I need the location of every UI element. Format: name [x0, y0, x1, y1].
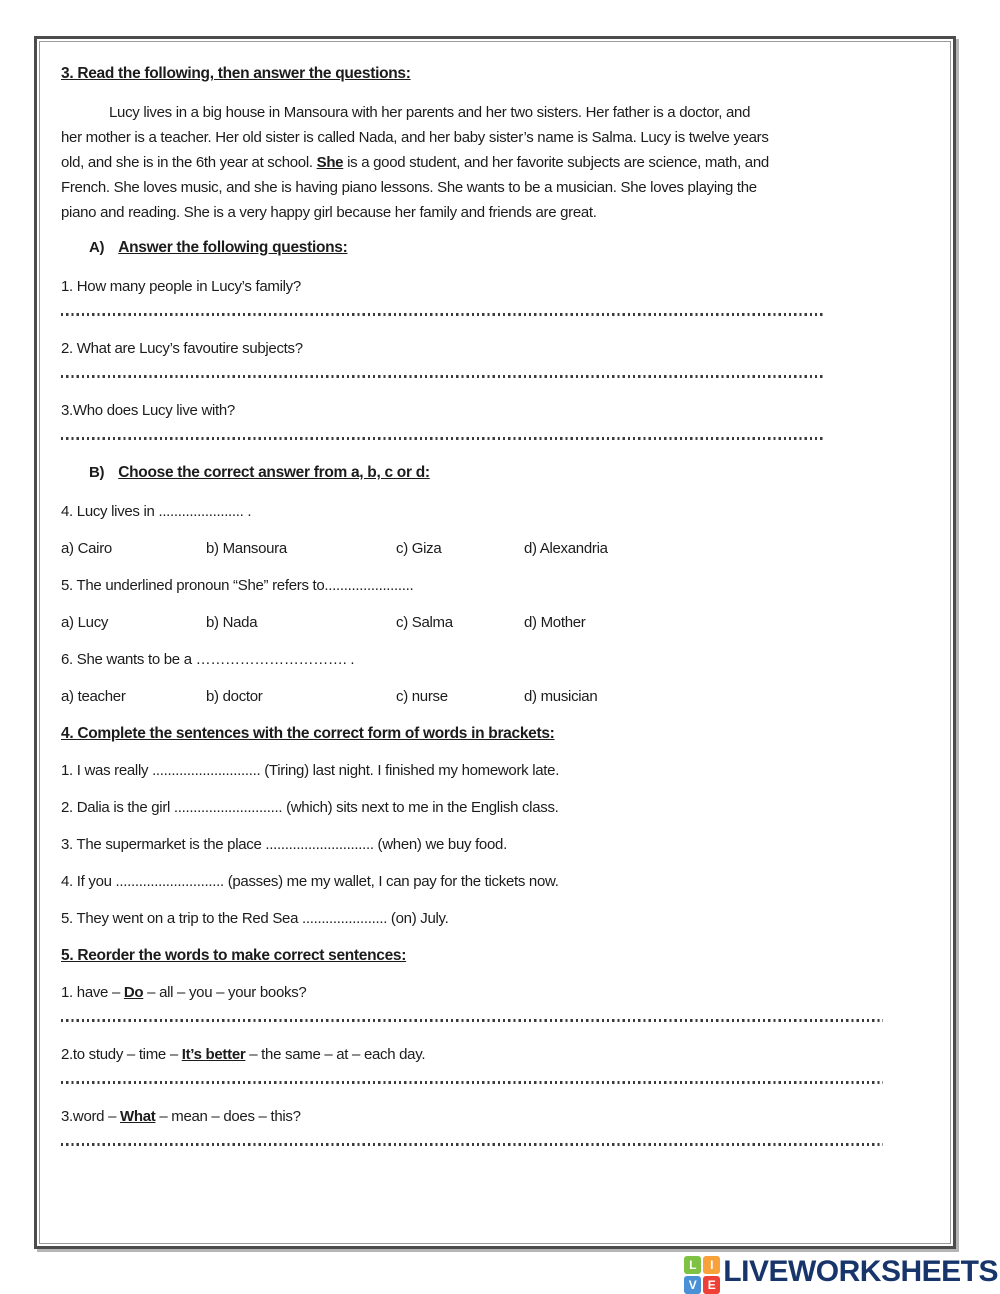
complete-item-2: 2. Dalia is the girl ............................ (which) sits next to me in the English class. — [61, 799, 559, 816]
reorder-text: – all – you – your books? — [143, 984, 307, 1001]
reorder-text: 1. have – — [61, 984, 124, 1001]
passage-line: Lucy lives in a big house in Mansoura with her parents and her two sisters. Her father is a doctor, and — [109, 104, 751, 121]
question-3: 3.Who does Lucy live with? — [61, 402, 235, 419]
passage-text: old, and she is in the 6th year at school. — [61, 154, 317, 171]
passage-text: is a good student, and her favorite subjects are science, math, and — [343, 154, 769, 171]
mcq-options-6 — [61, 686, 935, 707]
mcq-options-4 — [61, 538, 935, 559]
option-b[interactable]: b) Nada — [206, 614, 258, 631]
passage-line — [61, 150, 935, 175]
option-c[interactable]: c) Giza — [396, 540, 442, 557]
question-1: 1. How many people in Lucy’s family? — [61, 278, 301, 295]
part-b-heading — [61, 462, 935, 483]
logo-tile-v: V — [684, 1276, 701, 1294]
mcq-options-5 — [61, 612, 935, 633]
reorder-text: – mean – does – this? — [155, 1108, 301, 1125]
worksheet-content — [37, 39, 953, 1246]
option-b[interactable]: b) doctor — [206, 688, 263, 705]
complete-item-5: 5. They went on a trip to the Red Sea ...................... (on) July. — [61, 910, 449, 927]
complete-item-1: 1. I was really ............................ (Tiring) last night. I finished my homework late. — [61, 762, 560, 779]
mcq-question-4: 4. Lucy lives in ...................... . — [61, 503, 252, 520]
part-b-title: Choose the correct answer from a, b, c or d: — [118, 464, 430, 481]
option-c[interactable]: c) Salma — [396, 614, 453, 631]
option-b[interactable]: b) Mansoura — [206, 540, 287, 557]
reading-section-heading: 3. Read the following, then answer the questions: — [61, 65, 411, 82]
logo-tile-e: E — [703, 1276, 720, 1294]
reorder-item-3 — [61, 1106, 935, 1127]
option-a[interactable]: a) Cairo — [61, 540, 112, 557]
part-b-label: B) — [89, 464, 105, 481]
liveworksheets-logo[interactable] — [684, 1252, 998, 1294]
complete-item-3: 3. The supermarket is the place ............................ (when) we buy food. — [61, 836, 507, 853]
reorder-item-1 — [61, 982, 935, 1003]
answer-line[interactable] — [61, 1019, 883, 1022]
reorder-keyword: It’s better — [181, 1046, 246, 1063]
mcq-question-6: 6. She wants to be a …………………………. . — [61, 651, 355, 668]
answer-line[interactable] — [61, 1143, 883, 1146]
part-a-title: Answer the following questions: — [118, 239, 348, 256]
reorder-text: 3.word – — [61, 1108, 120, 1125]
question-2: 2. What are Lucy’s favoutire subjects? — [61, 340, 303, 357]
passage-line: her mother is a teacher. Her old sister is called Nada, and her baby sister’s name is Salma. Lucy is twelve years — [61, 129, 769, 146]
reorder-keyword: What — [120, 1108, 156, 1125]
part-a-heading — [61, 237, 935, 258]
option-a[interactable]: a) Lucy — [61, 614, 109, 631]
underlined-pronoun: She — [316, 154, 344, 171]
answer-line[interactable] — [61, 1081, 883, 1084]
reorder-text: – the same – at – each day. — [245, 1046, 426, 1063]
reading-passage — [61, 100, 935, 225]
reorder-item-2 — [61, 1044, 935, 1065]
complete-section-heading: 4. Complete the sentences with the correct form of words in brackets: — [61, 725, 555, 742]
reorder-text: 2.to study – time – — [61, 1046, 182, 1063]
answer-line[interactable] — [61, 437, 825, 440]
reorder-section-heading: 5. Reorder the words to make correct sentences: — [61, 947, 407, 964]
answer-line[interactable] — [61, 313, 825, 316]
passage-line: French. She loves music, and she is having piano lessons. She wants to be a musician. She loves playing the — [61, 179, 757, 196]
logo-tile-l: L — [684, 1256, 701, 1274]
option-d[interactable]: d) Mother — [524, 614, 586, 631]
liveworksheets-icon — [684, 1256, 720, 1294]
liveworksheets-wordmark: LIVEWORKSHEETS — [723, 1255, 998, 1288]
option-d[interactable]: d) musician — [524, 688, 598, 705]
mcq-question-5: 5. The underlined pronoun “She” refers to....................... — [61, 577, 414, 594]
reorder-keyword: Do — [123, 984, 144, 1001]
answer-line[interactable] — [61, 375, 825, 378]
logo-tile-i: I — [703, 1256, 720, 1274]
part-a-label: A) — [89, 239, 105, 256]
complete-item-4: 4. If you ............................ (passes) me my wallet, I can pay for the tickets now. — [61, 873, 559, 890]
option-d[interactable]: d) Alexandria — [524, 540, 608, 557]
option-a[interactable]: a) teacher — [61, 688, 126, 705]
worksheet-frame — [34, 36, 956, 1249]
passage-line: piano and reading. She is a very happy girl because her family and friends are great. — [61, 204, 597, 221]
option-c[interactable]: c) nurse — [396, 688, 448, 705]
